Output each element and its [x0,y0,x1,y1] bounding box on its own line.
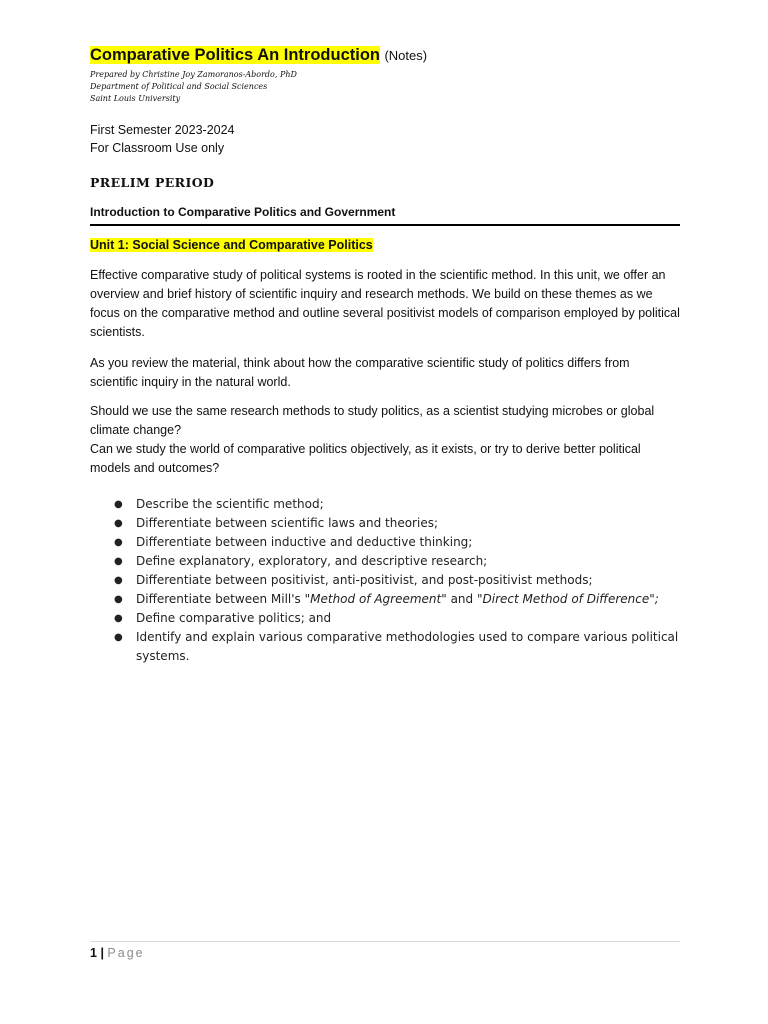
section-heading: Introduction to Comparative Politics and Government [90,203,680,226]
paragraph-questions [90,402,680,478]
paragraph-intro: Effective comparative study of political systems is rooted in the scientific method. In this unit, we offer an overview and brief history of scientific inquiry and research methods. We build on these themes as we focus on the comparative method and outline several positivist models of comparison employed by political scientists. [90,268,680,339]
objective-text: Differentiate between scientific laws and theories; [136,516,439,530]
document-title-note: (Notes) [384,48,428,63]
page-label: Page [107,946,145,960]
objective-text: Define comparative politics; and [136,611,332,625]
objective-text: Differentiate between Mill's [136,592,305,606]
bullet-icon: ● [114,613,123,624]
semester-info [90,121,680,157]
credit-university: Saint Louis University [90,94,181,103]
objective-text: Define explanatory, exploratory, and descriptive research; [136,554,488,568]
bullet-icon: ● [114,499,123,510]
page-footer [90,941,680,962]
objective-text: Differentiate between inductive and deductive thinking; [136,535,473,549]
document-page [90,44,680,666]
learning-objectives-list [90,495,680,666]
bullet-icon: ● [114,518,123,529]
bullet-icon: ● [114,575,123,586]
bullet-icon: ● [114,556,123,567]
credit-author: Prepared by Christine Joy Zamoranos-Abordo, PhD [90,70,297,79]
objective-emphasis: "Direct Method of Difference"; [476,592,659,606]
period-heading: PRELIM PERIOD [90,175,215,190]
author-credits [90,69,680,105]
list-item [114,609,680,628]
objective-text: and [446,592,477,606]
document-title-line [90,44,680,67]
list-item [114,590,680,609]
list-item [114,552,680,571]
objective-text: Describe the scientific method; [136,497,324,511]
classroom-use-line: For Classroom Use only [90,141,225,155]
objective-text: Identify and explain various comparative methodologies used to compare various political systems. [136,630,679,663]
question-research-methods: Should we use the same research methods to study politics, as a scientist studying microbes or global climate change? [90,404,655,437]
document-title: Comparative Politics An Introduction [90,46,380,64]
list-item [114,495,680,514]
list-item [114,514,680,533]
objective-text: Differentiate between positivist, anti-positivist, and post-positivist methods; [136,573,593,587]
page-number: 1 [90,946,97,960]
bullet-icon: ● [114,632,123,643]
list-item [114,533,680,552]
credit-department: Department of Political and Social Sciences [90,82,268,91]
question-objectivity: Can we study the world of comparative politics objectively, as it exists, or try to derive better political models and outcomes? [90,442,641,475]
bullet-icon: ● [114,594,123,605]
paragraph-review: As you review the material, think about how the comparative scientific study of politics differs from scientific inquiry in the natural world. [90,356,630,389]
semester-line: First Semester 2023-2024 [90,123,235,137]
unit-heading [90,236,680,254]
list-item [114,571,680,590]
footer-separator: | [100,946,104,960]
bullet-icon: ● [114,537,123,548]
list-item [114,628,680,666]
objective-emphasis: "Method of Agreement" [304,592,447,606]
unit-heading-text: Unit 1: Social Science and Comparative Politics [90,238,373,252]
